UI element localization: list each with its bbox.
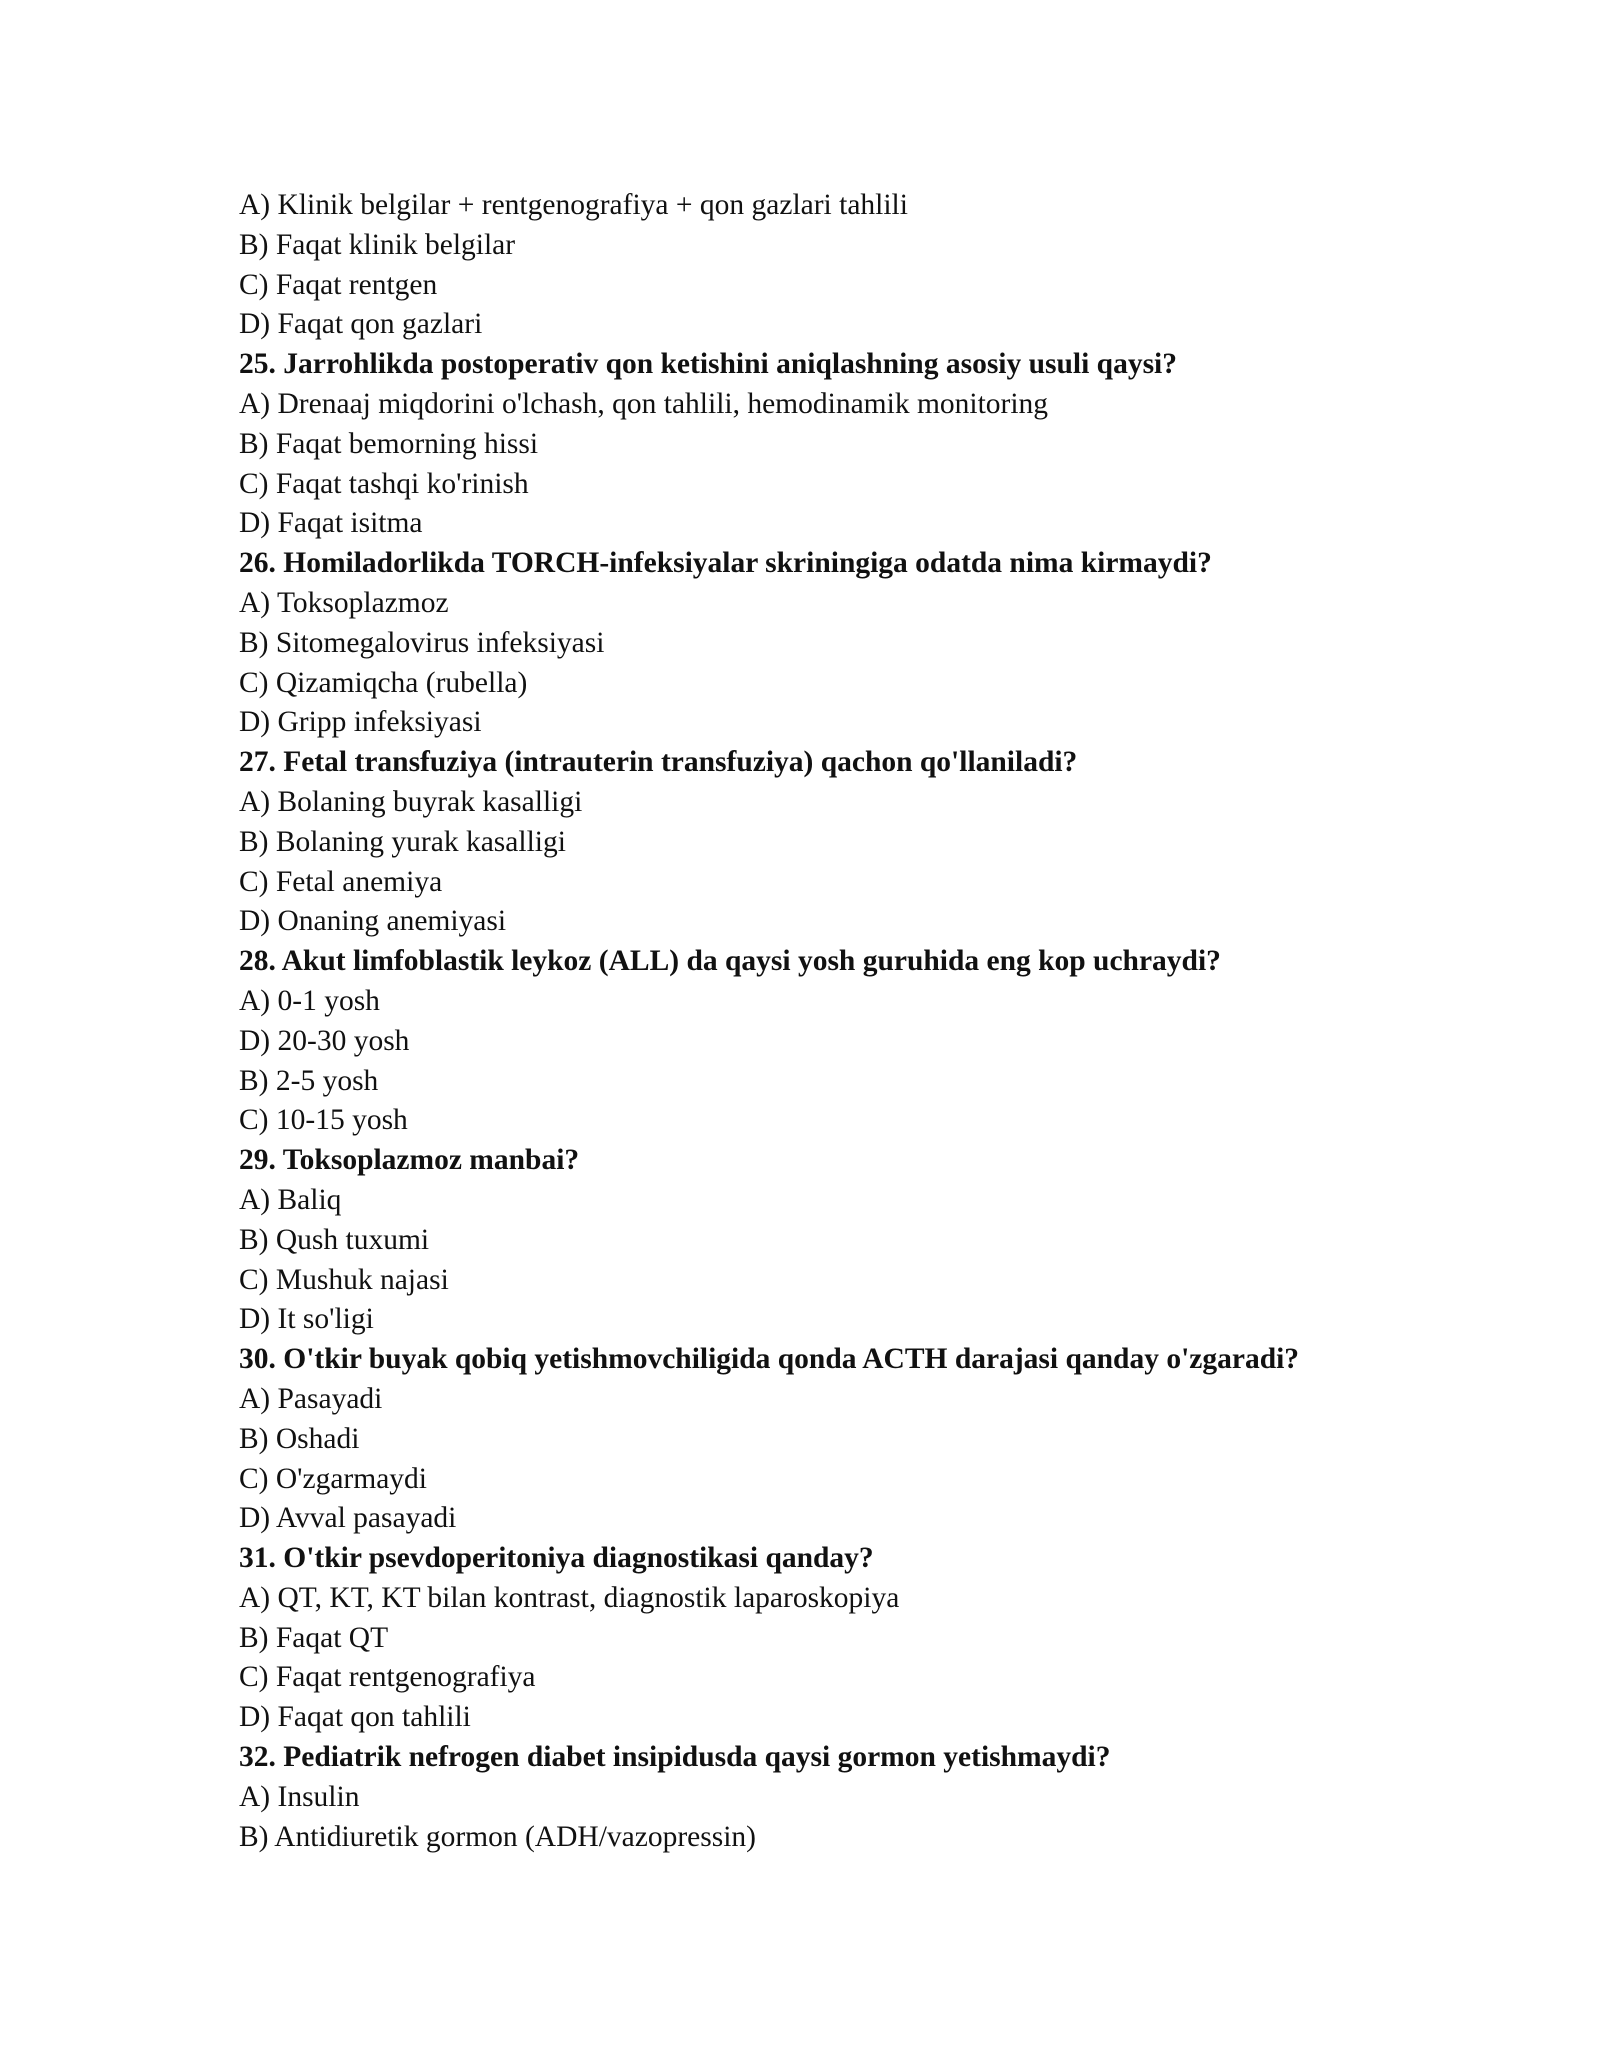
question-text: 25. Jarrohlikda postoperativ qon ketishini aniqlashning asosiy usuli qaysi? (239, 348, 1178, 381)
answer-option: C) Faqat tashqi ko'rinish (239, 467, 529, 500)
answer-option: D) Faqat qon tahlili (239, 1701, 471, 1734)
answer-option: B) Antidiuretik gormon (ADH/vazopressin) (239, 1820, 756, 1853)
answer-option: B) Faqat klinik belgilar (239, 228, 516, 261)
answer-option: C) 10-15 yosh (239, 1104, 408, 1137)
question-text: 30. O'tkir buyak qobiq yetishmovchiligida qonda ACTH darajasi qanday o'zgaradi? (239, 1343, 1300, 1376)
question-block-28 (239, 942, 1479, 1141)
answer-option: B) Qush tuxumi (239, 1223, 430, 1256)
lead-options (239, 186, 1479, 345)
answer-option: B) 2-5 yosh (239, 1064, 379, 1097)
answer-option: A) 0-1 yosh (239, 984, 380, 1017)
answer-option: D) Avval pasayadi (239, 1502, 457, 1535)
answer-option: C) Qizamiqcha (rubella) (239, 666, 528, 699)
answer-option: A) Insulin (239, 1780, 360, 1813)
question-text: 29. Toksoplazmoz manbai? (239, 1144, 580, 1177)
answer-option: A) QT, KT, KT bilan kontrast, diagnostik laparoskopiya (239, 1581, 900, 1614)
answer-option: B) Faqat QT (239, 1621, 389, 1654)
question-text: 27. Fetal transfuziya (intrauterin transfuziya) qachon qo'llaniladi? (239, 746, 1078, 779)
question-text: 32. Pediatrik nefrogen diabet insipidusda qaysi gormon yetishmaydi? (239, 1741, 1111, 1774)
answer-option: A) Pasayadi (239, 1382, 383, 1415)
answer-option: D) 20-30 yosh (239, 1024, 410, 1057)
question-block-31 (239, 1539, 1479, 1738)
question-block-27 (239, 743, 1479, 942)
answer-option: C) O'zgarmaydi (239, 1462, 427, 1495)
answer-option: B) Bolaning yurak kasalligi (239, 825, 566, 858)
question-block-30 (239, 1340, 1479, 1539)
answer-option: A) Baliq (239, 1183, 342, 1216)
answer-option: D) Faqat qon gazlari (239, 308, 483, 341)
answer-option: A) Drenaaj miqdorini o'lchash, qon tahlili, hemodinamik monitoring (239, 387, 1049, 420)
question-block-29 (239, 1141, 1479, 1340)
answer-option: A) Bolaning buyrak kasalligi (239, 785, 583, 818)
question-block-25 (239, 345, 1479, 544)
answer-option: D) Onaning anemiyasi (239, 905, 507, 938)
answer-option: D) It so'ligi (239, 1303, 374, 1336)
question-text: 31. O'tkir psevdoperitoniya diagnostikasi qanday? (239, 1542, 874, 1575)
answer-option: A) Toksoplazmoz (239, 586, 449, 619)
answer-option: C) Mushuk najasi (239, 1263, 449, 1296)
question-block-26 (239, 544, 1479, 743)
answer-option: A) Klinik belgilar + rentgenografiya + qon gazlari tahlili (239, 189, 908, 221)
answer-option: B) Faqat bemorning hissi (239, 427, 539, 460)
answer-option: C) Faqat rentgenografiya (239, 1661, 536, 1694)
answer-option: C) Faqat rentgen (239, 268, 438, 301)
document-page (239, 186, 1479, 1857)
answer-option: B) Oshadi (239, 1422, 360, 1455)
answer-option: D) Gripp infeksiyasi (239, 706, 482, 739)
answer-option: C) Fetal anemiya (239, 865, 443, 898)
question-block-32 (239, 1738, 1479, 1857)
question-text: 28. Akut limfoblastik leykoz (ALL) da qaysi yosh guruhida eng kop uchraydi? (239, 945, 1221, 978)
question-text: 26. Homiladorlikda TORCH-infeksiyalar skriningiga odatda nima kirmaydi? (239, 547, 1212, 580)
answer-option: B) Sitomegalovirus infeksiyasi (239, 626, 605, 659)
answer-option: D) Faqat isitma (239, 507, 423, 540)
